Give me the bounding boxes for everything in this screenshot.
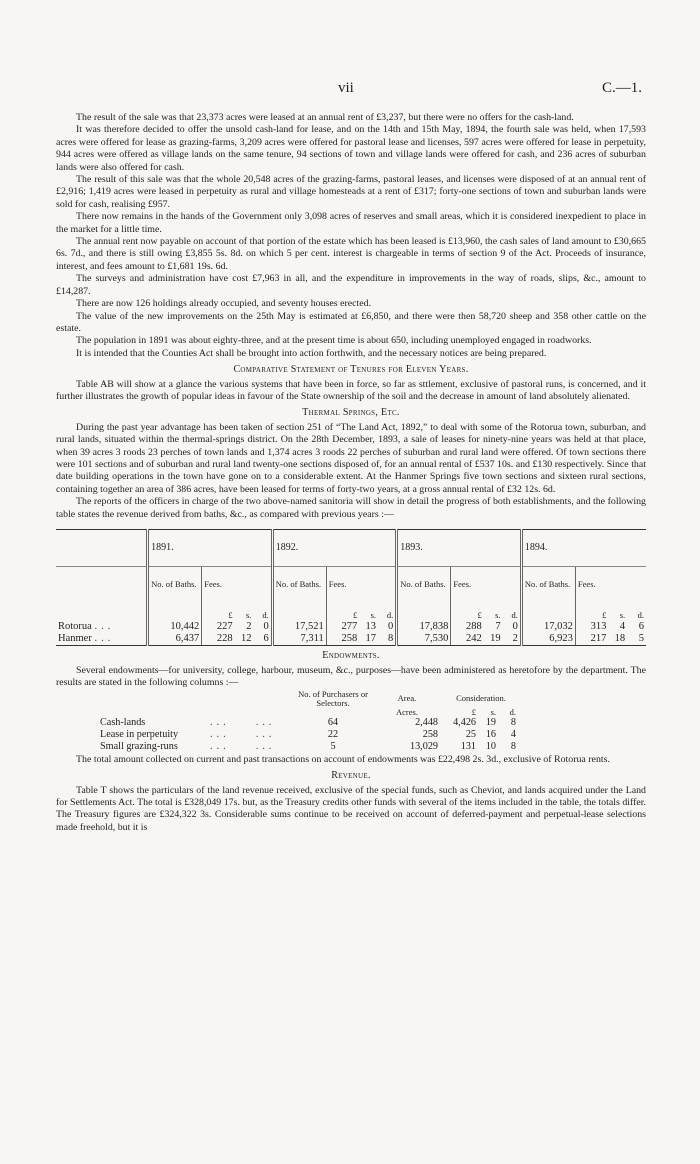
paragraph: The annual rent now payable on account of that portion of the estate which has been leased is £13,960, the cash sales of land amount to £30,665 6s. 7d., and there is still owing £3,855 5s. 8d. on which 5 per cent. interest is chargeable in terms of section 9 of the Act. Proceeds of insurance, interest, and fees amount to £1,681 19s. 6d. [56,236,646,272]
fees-pence: 0 [512,621,518,633]
paragraph: It is intended that the Counties Act shall be brought into action forthwith, and the necessary notices are being prepared. [76,347,547,359]
paragraph: The result of the sale was that 23,373 acres were leased at an annual rent of £3,237, but there were no offers for the cash-land. [76,112,574,123]
baths-count: 17,521 [272,621,326,633]
consideration-pounds: 25 [465,729,476,741]
fees-pounds: 258 [326,633,359,646]
unit-shillings: s. [370,610,376,620]
paragraph: Table AB will show at a glance the various systems that have been in force, so far as sttlement, exclusive of pastoral runs, is concerned, and it further illustrates the growth of popular ideas in favour of the State ownership of the soil and the decrease in amount of land absolutely alienated. [56,378,646,402]
baths-count: 6,437 [148,633,202,646]
unit-shillings: s. [490,706,496,717]
baths-count: 17,838 [397,621,451,633]
paragraph: The result of this sale was that the whole 20,548 acres of the grazing-farms, pastoral leases, and licenses were disposed of at an annual rent of £2,916; 1,419 acres were leased in perpetuity as rural and village homesteads at a rent of £317; forty-one sections of town and suburban lands were sold for cash, realising £957. [56,174,646,210]
fees-pounds: 277 [326,621,359,633]
col-purchasers-header: No. of Purchasers or Selectors. [298,688,368,708]
col-fees-header: Fees. [202,567,273,602]
fees-pence: 5 [627,633,646,646]
purchasers-count: 5 [330,741,336,753]
unit-shillings: s. [246,610,252,620]
paragraph: Several endowments—for university, college, harbour, museum, &c., purposes—have been administered as heretofore by the department. The results are stated in the following columns :— [56,664,646,689]
consideration-pence: 4 [510,729,516,741]
unit-acres: Acres. [396,706,418,717]
purchasers-count: 22 [327,729,339,741]
unit-shillings: s. [619,610,626,620]
table-row [56,633,646,646]
paragraph: During the past year advantage has been taken of section 251 of “The Land Act, 1892,” to deal with some of the Rotorua town, suburban, and rural lands, situated within the thermal-springs district. On the 28th December, 1893, a sale of leases for ninety-nine years was held at that place, when 39 acres 3 roods 23 perches of town lands and 1,374 acres 3 roods 22 perches of suburban and rural land were offered. Of town sections there were 101 sections and of suburban and rural land twenty-one sections disposed of, for an annual rental of £537 10s. and £130 respectively. Since that date building operations in the town have gone on to a considerable extent. At the Hanmer Springs five town sections and sixteen rural sections, containing together an area of 386 acres, have been leased for terms of forty-two years, at a gross annual rental of £32 12s. 6d. [56,421,646,495]
unit-pence: d. [386,610,394,620]
endowments-table [96,690,520,754]
baths-revenue-table [56,529,646,646]
page-number: vii [338,80,354,96]
paragraph: The reports of the officers in charge of the two above-named sanitoria will show in detail the progress of both establishments, and the following table states the revenue derived from baths, &c., as compared with previous years :— [56,496,646,520]
baths-count: 7,311 [272,633,326,646]
fees-pounds: 288 [451,621,484,633]
fees-shillings: 18 [608,633,627,646]
document-body [56,112,646,834]
table-row: Lease in perpetuity ... ... 22 258 25 16 4 [96,729,520,741]
consideration-shillings: 19 [485,716,496,728]
area-value: 258 [422,729,438,741]
fees-shillings: 12 [235,633,254,646]
year-header: 1893. [397,530,522,567]
fees-pence: 0 [388,621,394,633]
fees-pence: 0 [263,621,269,633]
col-baths-header: No. of Baths. [397,567,451,602]
fees-pounds: 228 [202,633,235,646]
col-fees-header: Fees. [575,567,646,602]
paragraph: The surveys and administration have cost £7,963 in all, and the expenditure in improvements in the way of roads, slips, &c., amount to £14,287. [56,273,646,297]
consideration-pence: 8 [510,741,516,753]
fees-pounds: 313 [575,621,608,633]
consideration-pence: 8 [510,716,516,728]
row-label: Hanmer ... [56,633,148,646]
baths-count: 10,442 [148,621,202,633]
document-reference: C.—1. [601,80,642,96]
paragraph: There are now 126 holdings already occupied, and seventy houses erected. [76,298,372,310]
section-heading-thermal: Thermal Springs, Etc. [302,407,400,419]
unit-pence: d. [511,610,518,620]
area-value: 13,029 [409,741,438,753]
col-baths-header: No. of Baths. [272,567,326,602]
unit-pence: d. [637,610,644,620]
fees-pounds: 227 [202,621,235,633]
consideration-pounds: 4,426 [453,716,476,728]
fees-pence: 2 [503,633,522,646]
fees-pounds: 217 [575,633,608,646]
table-row [56,621,646,633]
consideration-shillings: 16 [485,729,496,741]
baths-count: 7,530 [397,633,451,646]
unit-pence: d. [509,706,516,717]
baths-count: 17,032 [521,621,575,633]
unit-pounds: £ [326,601,359,621]
fees-shillings: 4 [619,621,626,633]
unit-pounds: £ [202,601,235,621]
paragraph: The total amount collected on current and past transactions on account of endowments was £22,498 2s. 3d., exclusive of Rotorua rents. [76,753,610,765]
table-corner [56,530,148,567]
table-row: Cash-lands ... ... 64 2,448 4,426 19 8 [96,717,520,729]
year-header: 1892. [272,530,397,567]
page-header [0,80,700,100]
col-fees-header: Fees. [451,567,522,602]
fees-shillings: 7 [495,621,501,633]
fees-pence: 6 [253,633,272,646]
unit-pence: d. [262,610,269,620]
unit-pounds: £ [575,601,608,621]
section-heading-comparative: Comparative Statement of Tenures for Eleven Years. [233,364,469,376]
paragraph: The population in 1891 was about eighty-three, and at the present time is about 650, including unemployed engaged in roadworks. [76,335,592,347]
unit-pounds: £ [471,706,476,717]
unit-shillings: s. [495,610,501,620]
col-area-header: Area. [397,693,417,704]
year-header: 1894. [521,530,646,567]
row-label: Lease in perpetuity [100,729,179,741]
fees-shillings: 17 [359,633,378,646]
paragraph: Table T shows the particulars of the land revenue received, exclusive of the special funds, such as Cheviot, and lands acquired under the Land for Settlements Act. The total is £328,049 17s. but, as the Treasury credits other funds with several of the items included in the table, the totals differ. The Treasury figures are £324,322 3s. Considerable sums continue to be received on account of deferred-payment and perpetual-lease selections made freehold, but it is [56,784,646,833]
fees-shillings: 19 [484,633,503,646]
purchasers-count: 64 [327,716,339,728]
fees-shillings: 2 [246,621,252,633]
section-heading-endowments: Endowments. [322,650,380,662]
row-label: Cash-lands [100,716,146,728]
table-row: Small grazing-runs ... ... 5 13,029 131 10 8 [96,741,520,753]
fees-shillings: 13 [365,621,376,633]
area-value: 2,448 [415,716,438,728]
paragraph: It was therefore decided to offer the unsold cash-land for lease, and on the 14th and 15th May, 1894, the fourth sale was held, when 17,593 acres were offered for lease as grazing-farms, 3,209 acres were offered for pastoral lease and licenses, 597 acres were offered for lease in perpetuity, 944 acres were offered as village lands on the same tenure, 94 sections of town and village lands were offered for cash, and 236 acres of suburban lands were also offered for cash. [56,124,646,173]
fees-pence: 8 [378,633,397,646]
paragraph: The value of the new improvements on the 25th May is estimated at £6,850, and there were then 58,720 sheep and 358 other cattle on the estate. [56,310,646,334]
col-baths-header: No. of Baths. [148,567,202,602]
fees-pence: 6 [638,621,644,633]
fees-pounds: 242 [451,633,484,646]
section-heading-revenue: Revenue. [331,770,371,782]
consideration-pounds: 131 [460,741,476,753]
row-label: Small grazing-runs [100,741,178,753]
col-consideration-header: Consideration. [456,693,506,704]
baths-count: 6,923 [521,633,575,646]
col-fees-header: Fees. [326,567,397,602]
col-baths-header: No. of Baths. [521,567,575,602]
unit-pounds: £ [451,601,484,621]
paragraph: There now remains in the hands of the Government only 3,098 acres of reserves and small areas, which it is considered inexpedient to place in the market for a little time. [56,211,646,235]
consideration-shillings: 10 [485,741,496,753]
year-header: 1891. [148,530,273,567]
row-label: Rotorua ... [58,621,115,633]
